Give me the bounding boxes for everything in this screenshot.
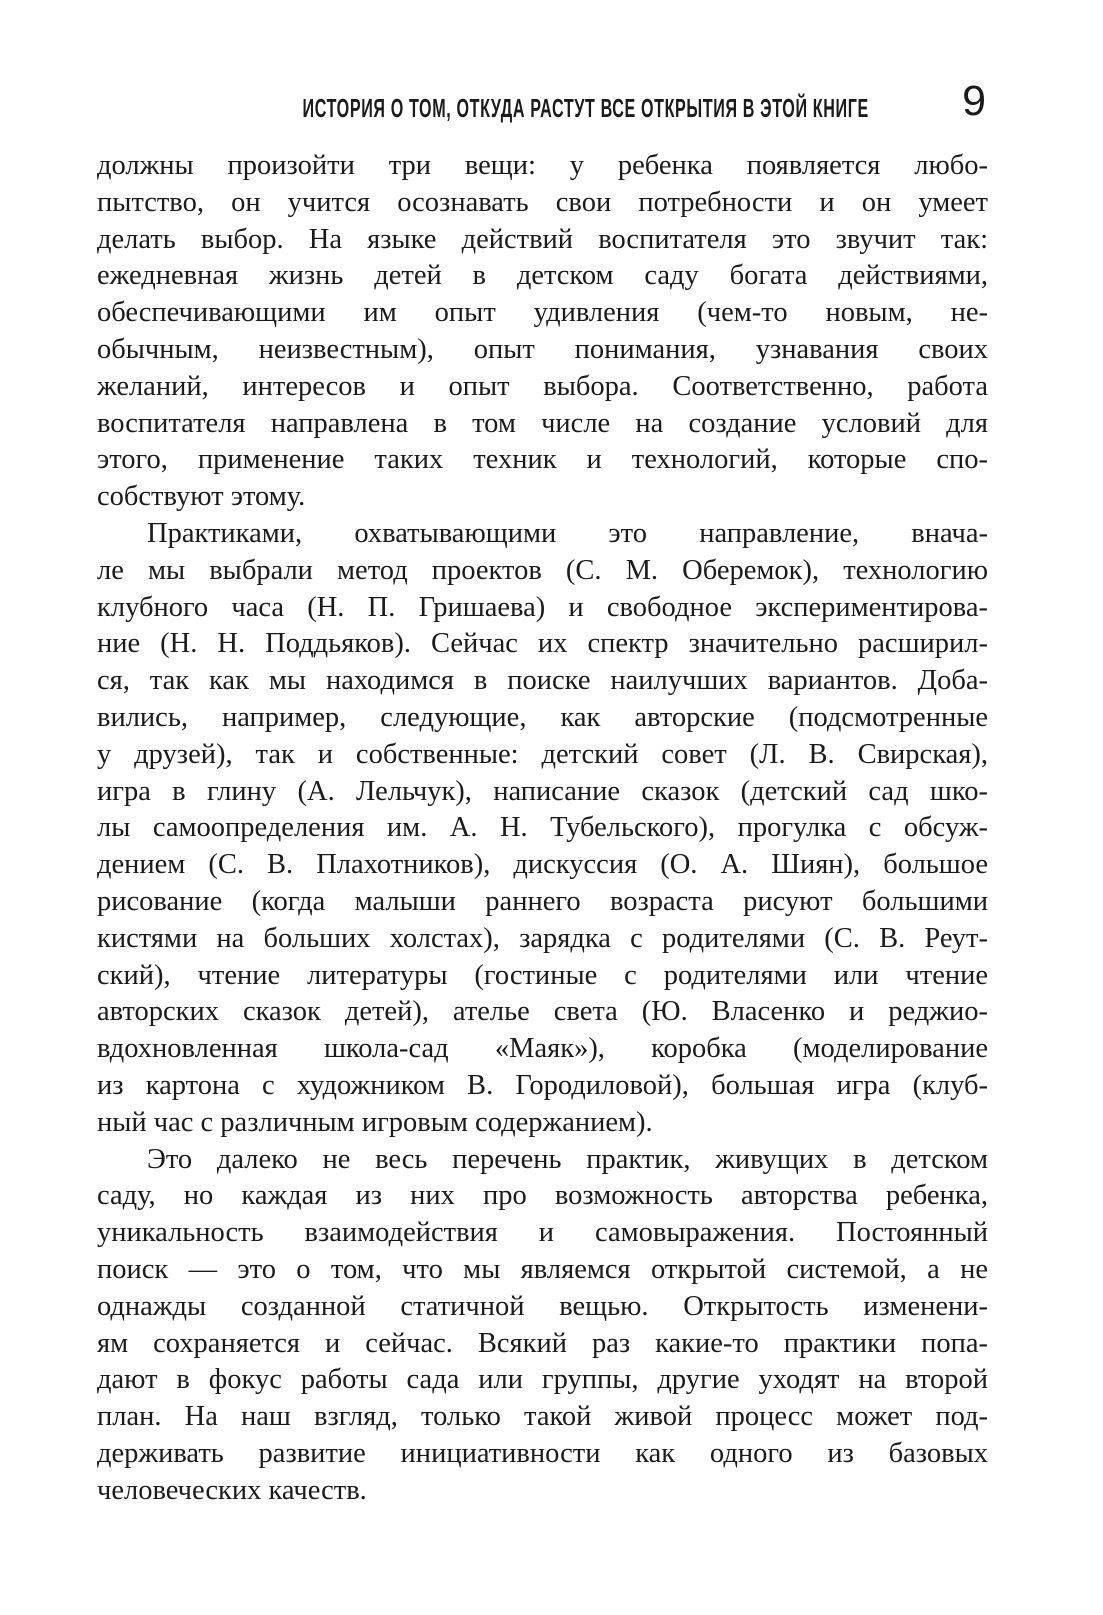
text-line: клубного часа (Н. П. Гришаева) и свободное экспериментирова- (97, 591, 988, 623)
text-line: поиск — это о том, что мы являемся открытой системой, а не (97, 1253, 988, 1285)
text-line: лы самоопределения им. А. Н. Тубельского), прогулка с обсуж- (97, 812, 988, 844)
paragraph (97, 148, 988, 516)
paragraph (97, 516, 988, 1142)
paragraph (97, 1142, 988, 1510)
text-line: воспитателя направлена в том числе на создание условий для (97, 407, 988, 439)
text-line: этого, применение таких техник и технологий, которые спо- (97, 444, 988, 476)
text-block (97, 0, 988, 1509)
text-line: держивать развитие инициативности как одного из базовых (97, 1437, 988, 1469)
text-line: ся, так как мы находимся в поиске наилучших вариантов. Доба- (97, 665, 988, 697)
text-line: дением (С. В. Плахотников), дискуссия (О. А. Шиян), большое (97, 849, 988, 881)
text-line: однажды созданной статичной вещью. Открытость изменени- (97, 1290, 988, 1322)
text-line: ние (Н. Н. Поддьяков). Сейчас их спектр значительно расширил- (97, 628, 988, 660)
text-line: обеспечивающими им опыт удивления (чем-то новым, не- (97, 297, 988, 329)
text-line: вились, например, следующие, как авторские (подсмотренные (97, 701, 988, 733)
text-line: обычным, неизвестным), опыт понимания, узнавания своих (97, 333, 988, 365)
text-line: ле мы выбрали метод проектов (С. М. Оберемок), технологию (97, 554, 988, 586)
text-line: человеческих качеств. (97, 1474, 367, 1506)
text-line: уникальность взаимодействия и самовыражения. Постоянный (97, 1217, 988, 1249)
text-line: план. На наш взгляд, только такой живой процесс может под- (97, 1401, 988, 1433)
text-line: игра в глину (А. Лельчук), написание сказок (детский сад шко- (97, 775, 988, 807)
text-line: ский), чтение литературы (гостиные с родителями или чтение (97, 959, 988, 991)
text-line: желаний, интересов и опыт выбора. Соответственно, работа (97, 370, 988, 402)
text-line: делать выбор. На языке действий воспитателя это звучит так: (97, 223, 988, 255)
text-line: ный час с различным игровым содержанием). (97, 1106, 653, 1138)
text-line: авторских сказок детей), ателье света (Ю. Власенко и реджио- (97, 996, 988, 1028)
text-line: ям сохраняется и сейчас. Всякий раз какие-то практики попа- (97, 1327, 988, 1359)
text-line: должны произойти три вещи: у ребенка появляется любо- (97, 150, 988, 181)
text-line: собствуют этому. (97, 481, 306, 513)
text-line: пытство, он учится осознавать свои потребности и он умеет (97, 186, 988, 218)
text-line: ежедневная жизнь детей в детском саду богата действиями, (97, 260, 988, 292)
text-line: у друзей), так и собственные: детский совет (Л. В. Свирская), (97, 738, 988, 770)
text-line: Практиками, охватывающими это направление, внача- (147, 517, 988, 549)
running-header (97, 77, 988, 126)
text-line: вдохновленная школа-сад «Маяк»), коробка (моделирование (97, 1033, 988, 1065)
page-number: 9 (962, 77, 986, 125)
text-line: дают в фокус работы сада или группы, другие уходят на второй (97, 1364, 988, 1396)
text-line: рисование (когда малыши раннего возраста рисуют большими (97, 885, 988, 917)
running-header-title: ИСТОРИЯ О ТОМ, ОТКУДА РАСТУТ ВСЕ ОТКРЫТИЯ В ЭТОЙ КНИГЕ (302, 92, 869, 123)
text-line: саду, но каждая из них про возможность авторства ребенка, (97, 1180, 988, 1212)
text-line: из картона с художником В. Городиловой), большая игра (клуб- (97, 1069, 988, 1101)
text-line: кистями на больших холстах), зарядка с родителями (С. В. Реут- (97, 922, 988, 954)
page-body (97, 148, 988, 1509)
text-line: Это далеко не весь перечень практик, живущих в детском (147, 1143, 988, 1175)
